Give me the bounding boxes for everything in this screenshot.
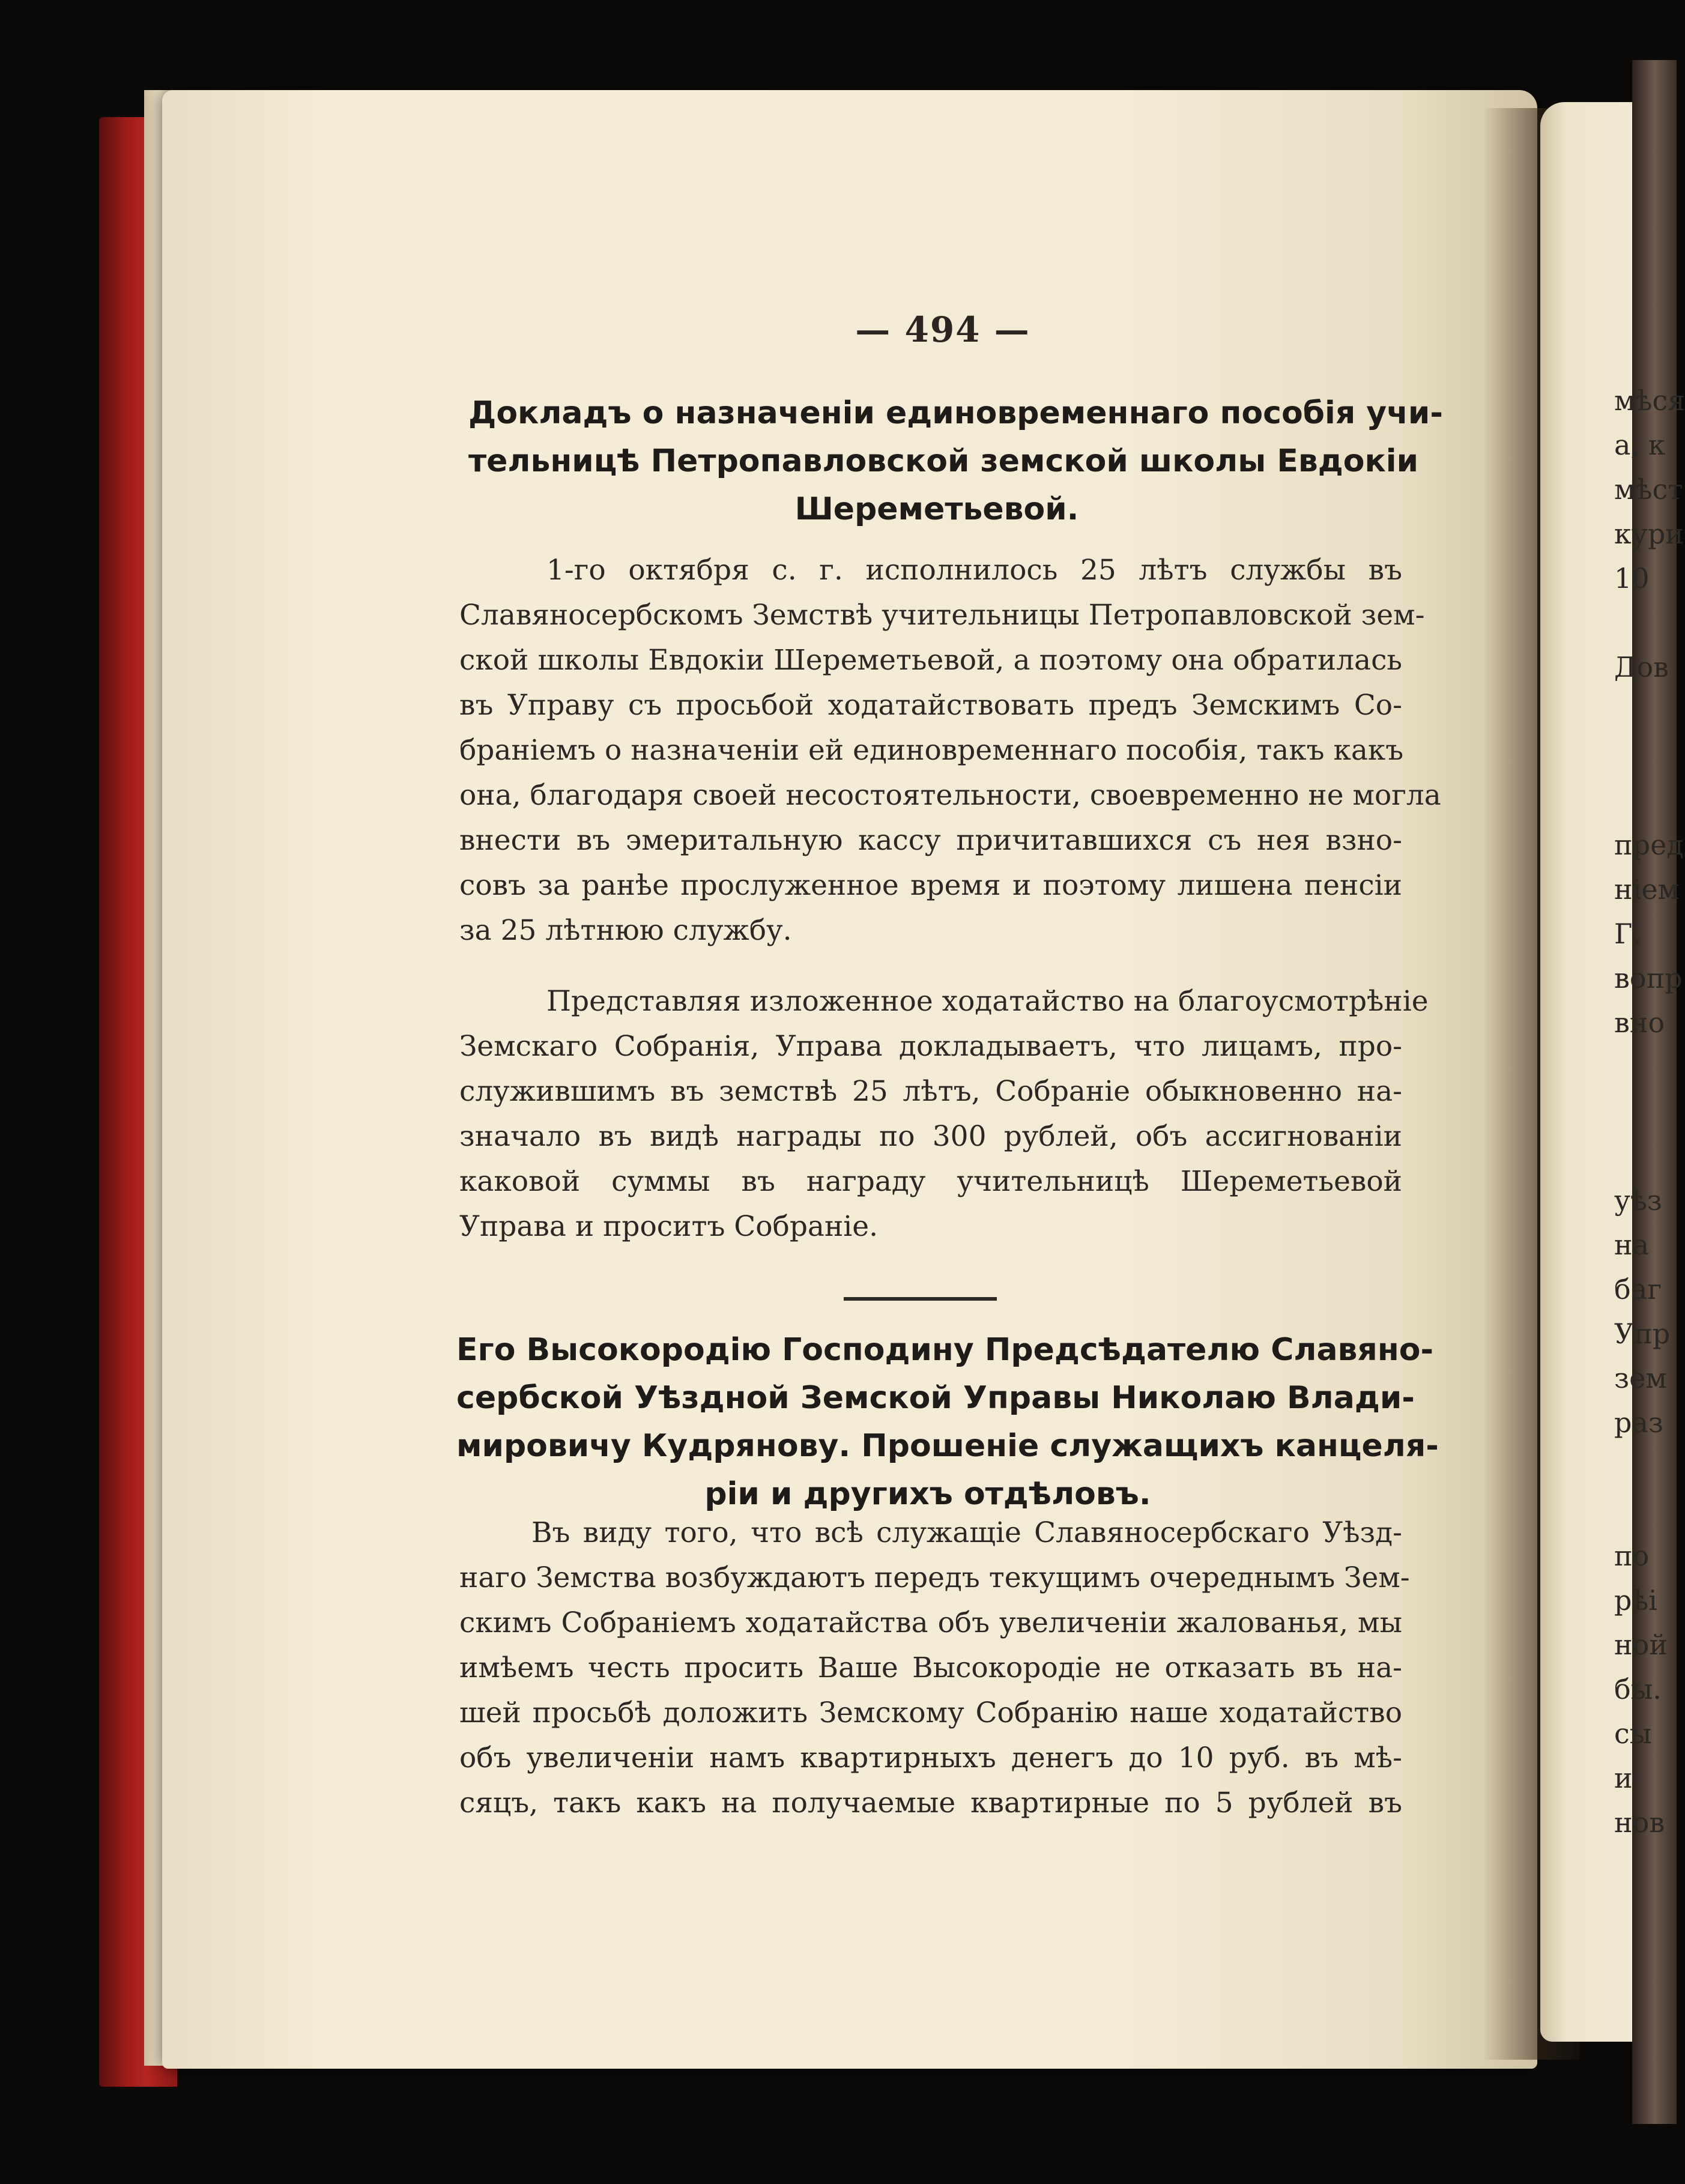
right-page-fragment [1614, 778, 1677, 823]
right-page-fragment: мѣся [1614, 384, 1685, 417]
text-line: за 25 лѣтнюю службу. [459, 914, 792, 947]
right-page-fragment: бы. [1614, 1673, 1662, 1705]
right-page-fragment [1614, 1045, 1677, 1089]
right-page-fragment: сы [1614, 1717, 1652, 1750]
text-line: она, благодаря своей несостоятельности, своевременно не могла [459, 779, 1441, 812]
right-page-fragment [1614, 1089, 1677, 1134]
section-separator [844, 1297, 997, 1301]
right-page-fragment: на [1614, 1229, 1650, 1261]
right-page-fragment: нов [1614, 1806, 1665, 1839]
right-page-fragment [1614, 600, 1677, 645]
text-line: Въ виду того, что всѣ служащіе Славяносербскаго Уѣзд- [531, 1516, 1402, 1549]
right-page-fragment: вно [1614, 1006, 1665, 1039]
right-page-fragment: рѣі [1614, 1584, 1657, 1617]
right-page-fragment: а, к [1614, 429, 1666, 461]
page-number: — 494 — [855, 309, 1030, 350]
title-line: ріи и другихъ отдѣловъ. [704, 1476, 1151, 1512]
title-line: Шереметьевой. [794, 491, 1079, 527]
right-page-fragment [1614, 1134, 1677, 1178]
right-page-fragment: ной [1614, 1629, 1668, 1661]
right-page-fragment: Дов [1614, 651, 1669, 683]
right-page-fragment: 10 [1614, 562, 1650, 594]
text-line: ской школы Евдокіи Шереметьевой, а поэтому она обратилась [459, 644, 1402, 677]
section2-title [456, 1326, 1439, 1518]
section1-title [468, 389, 1443, 533]
right-page-fragment: и [1614, 1762, 1633, 1794]
text-line: совъ за ранѣе прослуженное время и поэтому лишена пенсіи [459, 869, 1402, 902]
text-line: имѣемъ честь просить Ваше Высокородіе не отказать въ на- [459, 1651, 1402, 1684]
text-line: объ увеличеніи намъ квартирныхъ денегъ до 10 руб. въ мѣ- [459, 1741, 1402, 1774]
right-page-fragment: кури [1614, 518, 1684, 550]
text-line: внести въ эмеритальную кассу причитавшихся съ нея взно- [459, 824, 1402, 857]
section2-paragraph [459, 1510, 1410, 1826]
right-page-fragment [1614, 1445, 1677, 1489]
title-line: Его Высокородію Господину Предсѣдателю Славяно- [456, 1332, 1434, 1368]
text-line: Управа и проситъ Собраніе. [459, 1210, 879, 1243]
right-page-fragment: раз [1614, 1406, 1663, 1439]
right-page-text-fragments [1614, 378, 1685, 1845]
text-line: Славяносербскомъ Земствѣ учительницы Петропавловской зем- [459, 599, 1425, 632]
right-page-fragment [1614, 1489, 1677, 1534]
text-line: въ Управу съ просьбой ходатайствовать предъ Земскимъ Со- [459, 689, 1402, 722]
title-line: тельницѣ Петропавловской земской школы Евдокіи [468, 443, 1419, 479]
right-page-fragment: уѣз [1614, 1184, 1662, 1217]
text-line: Представляя изложенное ходатайство на благоусмотрѣніе [546, 985, 1429, 1018]
right-page-fragment: зем [1614, 1362, 1668, 1394]
right-page-fragment: ніем [1614, 873, 1680, 906]
right-page-fragment: пред [1614, 829, 1684, 861]
section1-paragraph-1 [459, 548, 1441, 953]
text-line: значало въ видѣ награды по 300 рублей, объ ассигнованіи [459, 1120, 1402, 1153]
text-line: каковой суммы въ награду учительницѣ Шереметьевой [459, 1165, 1402, 1198]
text-line: служившимъ въ земствѣ 25 лѣтъ, Собраніе обыкновенно на- [459, 1075, 1402, 1108]
title-line: сербской Уѣздной Земской Управы Николаю Влади- [456, 1380, 1415, 1416]
title-line: Докладъ о назначеніи единовременнаго пособія учи- [468, 395, 1443, 431]
text-line: браніемъ о назначеніи ей единовременнаго пособія, такъ какъ [459, 734, 1404, 767]
text-line: 1-го октября с. г. исполнилось 25 лѣтъ службы въ [546, 554, 1402, 587]
right-page-fragment [1614, 689, 1677, 734]
right-page-fragment [1614, 734, 1677, 778]
right-page-fragment: баг [1614, 1273, 1662, 1305]
right-page-fragment: вопр [1614, 962, 1683, 994]
text-line: скимъ Собраніемъ ходатайства объ увеличеніи жалованья, мы [459, 1606, 1402, 1639]
title-line: мировичу Кудрянову. Прошеніе служащихъ канцеля- [456, 1428, 1439, 1464]
section1-paragraph-2 [459, 979, 1429, 1249]
text-line: наго Земства возбуждаютъ передъ текущимъ очереднымъ Зем- [459, 1561, 1410, 1594]
right-page-fragment: по [1614, 1540, 1650, 1572]
right-page-fragment: Упр [1614, 1317, 1671, 1350]
right-page-fragment: Г. [1614, 918, 1642, 950]
text-line: Земскаго Собранія, Управа докладываетъ, что лицамъ, про- [459, 1030, 1402, 1063]
text-line: сяцъ, такъ какъ на получаемые квартирные по 5 рублей въ [459, 1786, 1402, 1819]
right-page-fragment: мѣст [1614, 473, 1683, 506]
text-line: шей просьбѣ доложить Земскому Собранію наше ходатайство [459, 1696, 1402, 1729]
